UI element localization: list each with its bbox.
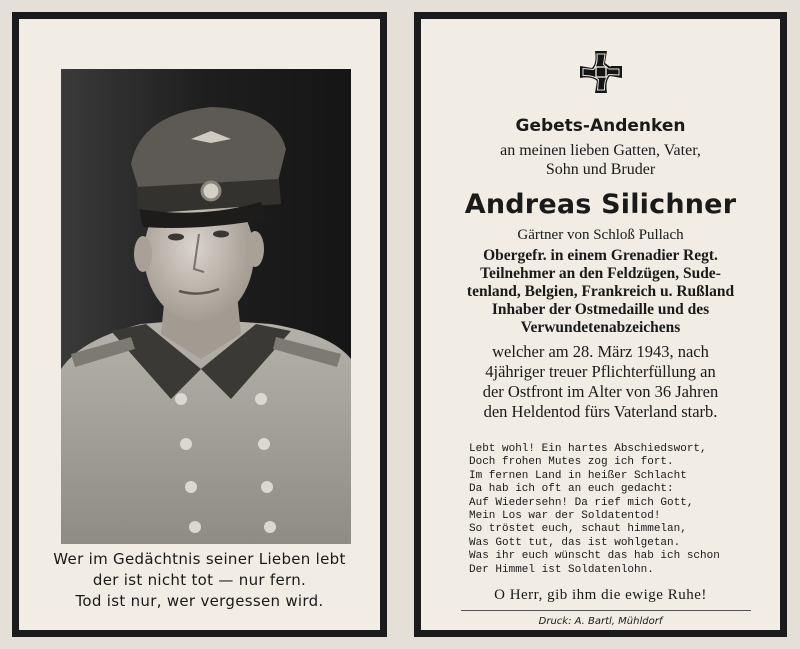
poem-line: So tröstet euch, schaut himmelan,: [469, 523, 687, 536]
service-line: tenland, Belgien, Frankreich u. Rußland: [466, 283, 735, 300]
dedication-line: an meinen lieben Gatten, Vater,: [500, 142, 701, 159]
poem-line: Im fernen Land in heißer Schlacht: [469, 469, 687, 482]
service-record: [421, 247, 780, 337]
printer-credit: Druck: A. Bartl, Mühldorf: [538, 616, 663, 627]
death-line: welcher am 28. März 1943, nach: [492, 342, 709, 361]
occupation: Gärtner von Schloß Pullach: [517, 227, 684, 243]
right-card-panel: [414, 12, 787, 637]
portrait-image: [61, 69, 351, 544]
deceased-name: Andreas Silichner: [464, 189, 737, 220]
card-title: Gebets-Andenken: [515, 116, 686, 136]
soldier-portrait-photo: [61, 69, 351, 544]
divider-line: [461, 610, 751, 611]
quote-line-2: der ist nicht tot — nur fern.: [92, 571, 307, 589]
death-line: der Ostfront im Alter von 36 Jahren: [482, 382, 719, 401]
poem-line: Was ihr euch wünscht das hab ich schon: [469, 550, 720, 563]
dedication: [421, 141, 780, 179]
quote-line-1: Wer im Gedächtnis seiner Lieben lebt: [53, 550, 346, 568]
service-line: Teilnehmer an den Feldzügen, Sude-: [480, 265, 721, 282]
left-card-panel: [12, 12, 387, 637]
poem-line: Der Himmel ist Soldatenlohn.: [469, 563, 654, 576]
poem-line: Auf Wiedersehn! Da rief mich Gott,: [469, 496, 694, 509]
death-notice: [421, 342, 780, 422]
death-line: den Heldentod fürs Vaterland starb.: [483, 402, 718, 421]
service-line: Inhaber der Ostmedaille und des: [491, 301, 710, 318]
memorial-quote: [19, 549, 380, 612]
death-line: 4jähriger treuer Pflichterfüllung an: [485, 362, 716, 381]
service-line: Obergefr. in einem Grenadier Regt.: [483, 247, 718, 264]
farewell-poem: [469, 443, 720, 577]
poem-line: Lebt wohl! Ein hartes Abschiedswort,: [469, 443, 707, 455]
poem-line: Was Gott tut, das ist wohlgetan.: [469, 536, 681, 549]
dedication-line: Sohn und Bruder: [545, 161, 656, 178]
poem-line: Mein Los war der Soldatentod!: [469, 510, 661, 523]
poem-line: Doch frohen Mutes zog ich fort.: [469, 456, 674, 469]
service-line: Verwundetenabzeichens: [520, 319, 681, 336]
quote-line-3: Tod ist nur, wer vergessen wird.: [75, 592, 324, 610]
poem-line: Da hab ich oft an euch gedacht:: [469, 483, 674, 496]
closing-prayer: O Herr, gib ihm die ewige Ruhe!: [494, 587, 707, 603]
iron-cross-icon: [578, 49, 624, 95]
